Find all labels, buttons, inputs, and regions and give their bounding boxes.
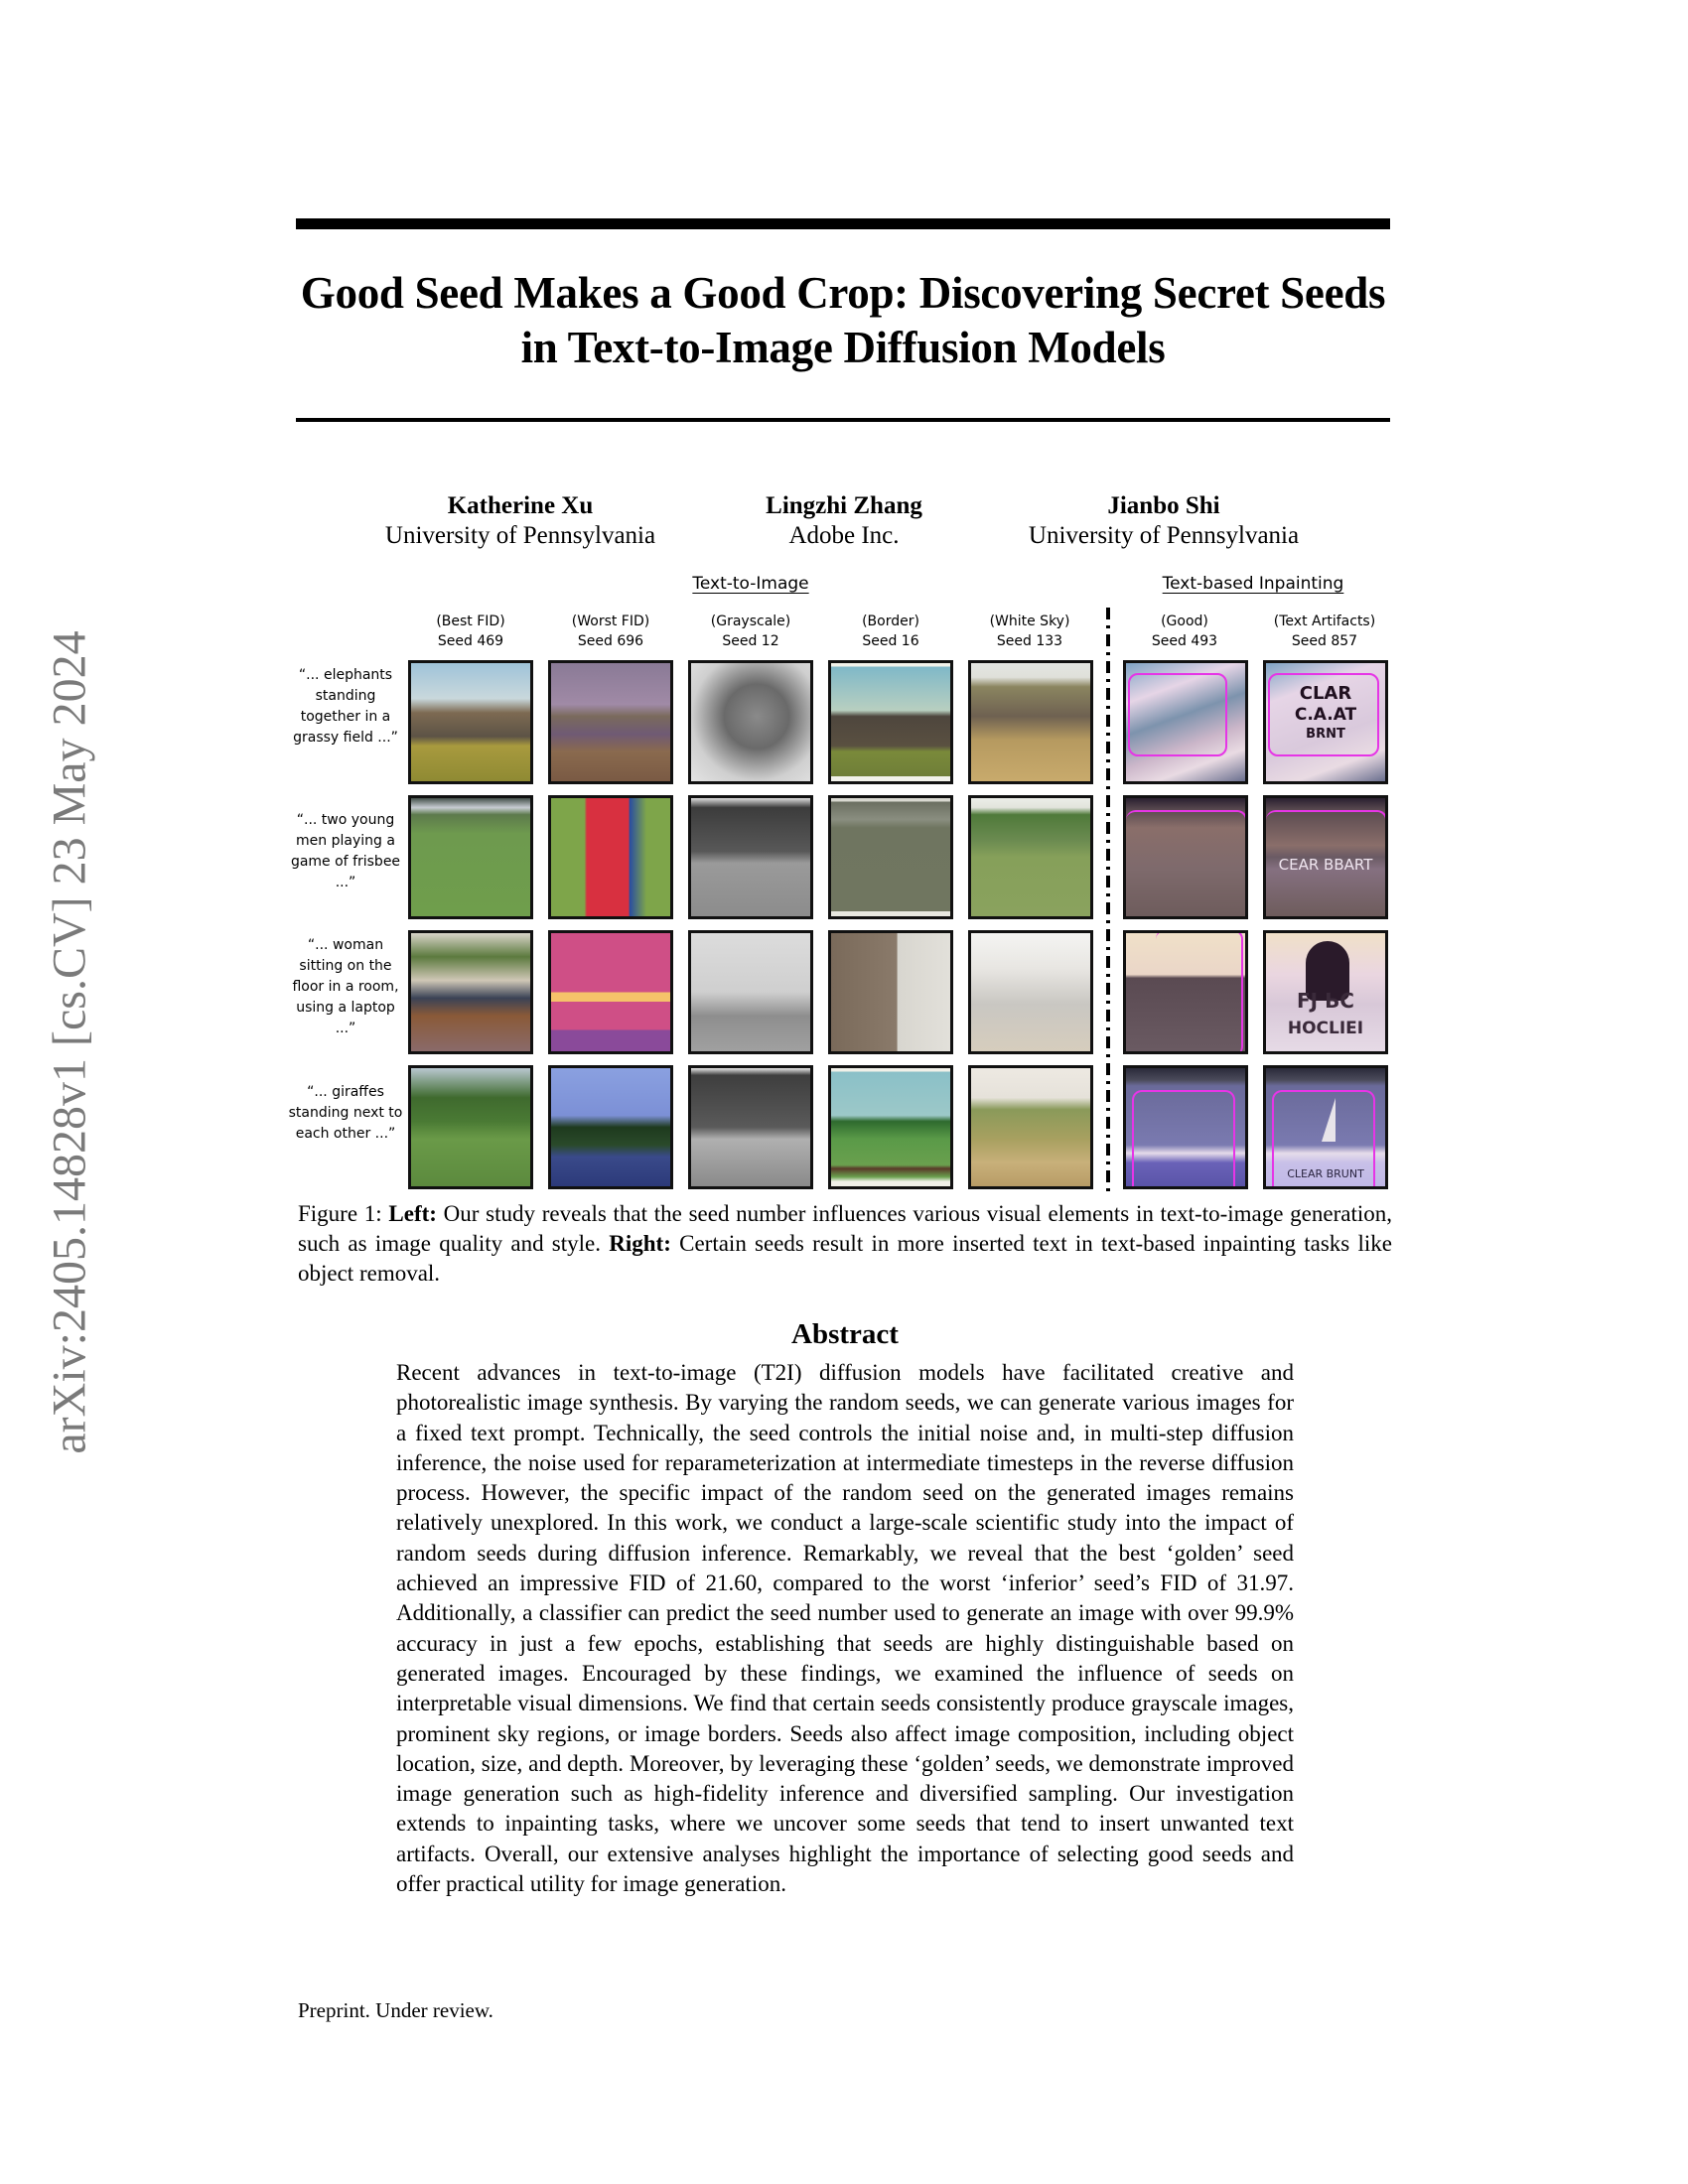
column-seed: Seed 857 (1291, 633, 1358, 649)
caption-right-label: Right: (609, 1231, 671, 1256)
column-label: (Good) (1161, 614, 1208, 629)
arxiv-stamp (45, 551, 94, 1534)
image-giraffes-seed-16 (828, 1065, 953, 1189)
column-seed: Seed 493 (1151, 633, 1218, 649)
column-seed: Seed 16 (862, 633, 919, 649)
caption-left-text: Our study reveals that the seed number influences various visual elements in text-to-image generation, such as image quality and style. (298, 1201, 1392, 1256)
title-top-rule (296, 218, 1390, 229)
image-frisbee-seed-133 (968, 795, 1093, 919)
author-2 (675, 491, 1013, 551)
caption-prefix: Figure 1: (298, 1201, 389, 1226)
column-header-5 (950, 612, 1109, 651)
column-header-3 (671, 612, 830, 651)
mask-outline (1156, 930, 1243, 1054)
mask-outline (1128, 673, 1227, 756)
column-seed: Seed 696 (577, 633, 644, 649)
author-1 (352, 491, 689, 551)
title-bottom-rule (296, 418, 1390, 422)
image-giraffes-seed-696 (548, 1065, 673, 1189)
image-elephants-inpaint-seed-493 (1123, 660, 1248, 784)
column-seed: Seed 469 (437, 633, 504, 649)
dashed-divider (1106, 608, 1110, 1191)
artifact-text: CLEAR BRUNT (1287, 1167, 1364, 1180)
mask-outline (1266, 810, 1387, 852)
image-woman-seed-696 (548, 930, 673, 1054)
image-woman-seed-16 (828, 930, 953, 1054)
image-frisbee-seed-12 (688, 795, 813, 919)
author-3 (995, 491, 1333, 551)
arxiv-stamp-text: arXiv:2405.14828v1 [cs.CV] 23 May 2024 (43, 630, 96, 1454)
column-label: (White Sky) (989, 614, 1070, 629)
prompt-elephants: “... elephants standing together in a grassy field ...” (293, 667, 398, 746)
image-elephants-seed-16 (828, 660, 953, 784)
image-woman-inpaint-seed-857 (1263, 930, 1388, 1054)
image-elephants-seed-696 (548, 660, 673, 784)
image-woman-seed-469 (408, 930, 533, 1054)
abstract-heading: Abstract (791, 1318, 899, 1350)
image-frisbee-seed-696 (548, 795, 673, 919)
mask-outline (1132, 1090, 1235, 1189)
artifact-text: C.A.AT (1294, 705, 1357, 725)
image-giraffes-inpaint-seed-857 (1263, 1065, 1388, 1189)
footer-note: Preprint. Under review. (298, 1998, 493, 2022)
author-affiliation: University of Pennsylvania (384, 522, 656, 549)
column-label: (Best FID) (436, 614, 505, 629)
image-woman-seed-12 (688, 930, 813, 1054)
column-seed: Seed 133 (996, 633, 1063, 649)
image-frisbee-inpaint-seed-857 (1263, 795, 1388, 919)
figure-caption (298, 1199, 1392, 1289)
image-frisbee-seed-469 (408, 795, 533, 919)
paper-title: Good Seed Makes a Good Crop: Discovering Secret Seeds in Text-to-Image Diffusion Models (300, 268, 1386, 372)
artifact-text: CEAR BBART (1278, 856, 1373, 874)
column-label: (Grayscale) (710, 614, 791, 629)
column-header-2 (531, 612, 690, 651)
column-header-6 (1105, 612, 1264, 651)
column-header-7 (1245, 612, 1404, 651)
image-elephants-seed-12 (688, 660, 813, 784)
image-elephants-seed-133 (968, 660, 1093, 784)
author-name: Jianbo Shi (1107, 492, 1220, 519)
artifact-text: CLAR (1299, 683, 1352, 704)
column-header-1 (391, 612, 550, 651)
prompt-frisbee: “... two young men playing a game of frisbee ...” (290, 812, 401, 890)
image-woman-inpaint-seed-493 (1123, 930, 1248, 1054)
section-label-text-to-image: Text-to-Image (692, 574, 809, 594)
author-name: Lingzhi Zhang (766, 492, 922, 519)
column-header-4 (811, 612, 970, 651)
column-label: (Border) (862, 614, 919, 629)
sailboat-shape (1322, 1098, 1336, 1142)
image-elephants-inpaint-seed-857 (1263, 660, 1388, 784)
image-giraffes-seed-469 (408, 1065, 533, 1189)
column-seed: Seed 12 (722, 633, 779, 649)
artifact-text: FJ ЬC (1297, 989, 1354, 1013)
image-elephants-seed-469 (408, 660, 533, 784)
prompt-giraffes: “... giraffes standing next to each other ...” (288, 1084, 403, 1142)
prompt-woman-laptop: “... woman sitting on the floor in a room, using a laptop ...” (292, 937, 399, 1036)
artifact-text: BRNT (1306, 727, 1345, 742)
mask-outline (1126, 810, 1247, 852)
artifact-text: HOCLIEI (1287, 1019, 1364, 1038)
column-label: (Worst FID) (571, 614, 650, 629)
section-label-inpainting: Text-based Inpainting (1162, 574, 1344, 594)
caption-left-label: Left: (388, 1201, 437, 1226)
image-frisbee-inpaint-seed-493 (1123, 795, 1248, 919)
author-name: Katherine Xu (447, 492, 594, 519)
image-frisbee-seed-16 (828, 795, 953, 919)
author-affiliation: Adobe Inc. (788, 522, 900, 549)
caption-right-text: Certain seeds result in more inserted text in text-based inpainting tasks like object removal. (298, 1231, 1392, 1286)
image-giraffes-seed-12 (688, 1065, 813, 1189)
image-giraffes-inpaint-seed-493 (1123, 1065, 1248, 1189)
abstract-body: Recent advances in text-to-image (T2I) diffusion models have facilitated creative and photorealistic image synthesis. By varying the random seeds, we can generate various images for a fixed text prompt. Technically, the seed controls the initial noise and, in multi-step diffusion inference, the noise used for reparameterization at intermediate timesteps in the reverse diffusion process. However, the specific impact of the random seed on the generated images remains relatively unexplored. In this work, we conduct a large-scale scientific study into the impact of random seeds during diffusion inference. Remarkably, we reveal that the best ‘golden’ seed achieved an impressive FID of 21.60, compared to the worst ‘inferior’ seed’s FID of 31.97. Additionally, a classifier can predict the seed number used to generate an image with over 99.9% accuracy in just a few epochs, establishing that seeds are highly distinguishable based on generated images. Encouraged by these findings, we examined the influence of seeds on interpretable visual dimensions. We find that certain seeds consistently produce grayscale images, prominent sky regions, or image borders. Seeds also affect image composition, including object location, size, and depth. Moreover, by leveraging these ‘golden’ seeds, we demonstrate improved image generation such as high-fidelity inference and diversified sampling. Our investigation extends to inpainting tasks, where we uncover some seeds that tend to insert unwanted text artifacts. Overall, our extensive analyses highlight the importance of selecting good seeds and offer practical utility for image generation. (396, 1360, 1294, 1897)
column-label: (Text Artifacts) (1273, 614, 1376, 629)
image-woman-seed-133 (968, 930, 1093, 1054)
image-giraffes-seed-133 (968, 1065, 1093, 1189)
author-affiliation: University of Pennsylvania (1028, 522, 1300, 549)
